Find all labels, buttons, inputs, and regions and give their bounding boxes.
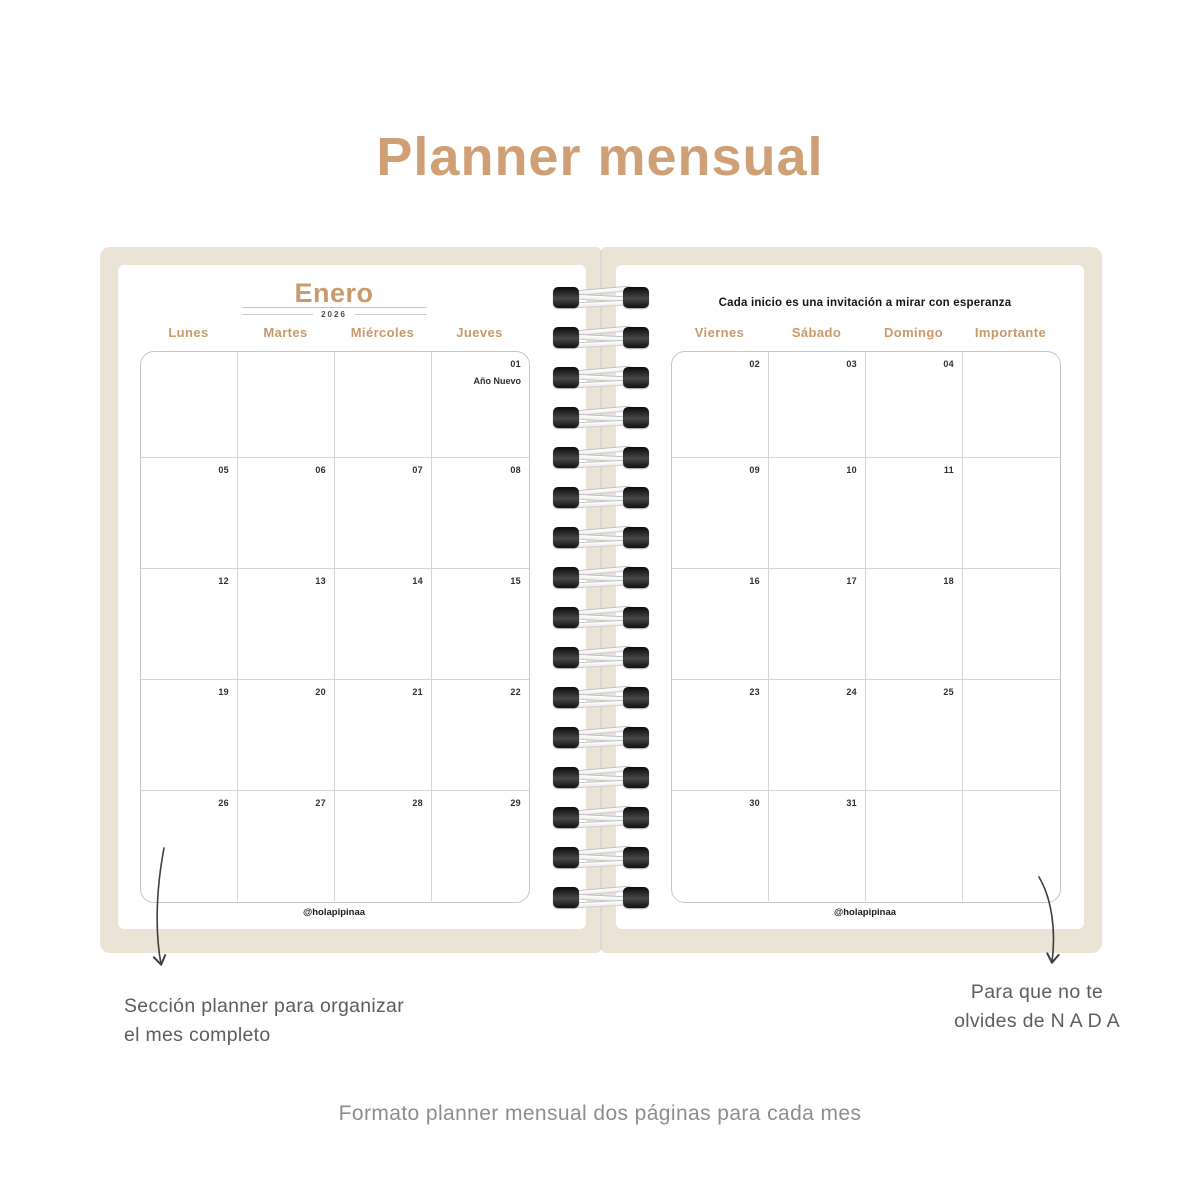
year-rule-left [242,314,314,315]
coil-end-left [553,687,579,708]
right-page-inner [616,265,1084,929]
date-number [971,798,1052,808]
annotation-right [912,978,1162,1037]
date-number: 16 [749,576,760,586]
calendar-cell [335,791,432,901]
calendar-cell [432,352,529,458]
date-number: 18 [943,576,954,586]
coil-end-right [623,407,649,428]
coil-end-left [553,607,579,628]
calendar-cell [432,569,529,680]
calendar-cell [141,352,238,458]
holiday-note: Año Nuevo [473,376,521,386]
date-number: 20 [315,687,326,697]
day-header: Viernes [694,325,745,340]
coil-end-left [553,367,579,388]
coil-end-left [553,567,579,588]
date-number [971,576,1052,586]
spiral-coil [553,767,649,789]
left-page [100,247,600,953]
annotation-left-line1: Sección planner para organizar [124,995,405,1017]
date-number: 21 [412,687,423,697]
calendar-cell [238,352,335,458]
coil-end-right [623,287,649,308]
annotation-right-line1: Para que no te [970,981,1104,1003]
calendar-cell [238,680,335,791]
calendar-cell [866,352,963,458]
spiral-coil [553,487,649,509]
coil-end-right [623,807,649,828]
coil-end-left [553,447,579,468]
spiral-coil [553,447,649,469]
day-header: Domingo [883,325,944,340]
date-number: 11 [943,465,954,475]
coil-end-left [553,287,579,308]
date-number: 24 [846,687,857,697]
date-number [874,798,954,808]
date-number: 06 [315,465,326,475]
date-number: 07 [412,465,423,475]
coil-end-right [623,487,649,508]
spiral-coil [553,607,649,629]
date-number: 27 [315,798,326,808]
coil-end-right [623,607,649,628]
date-number [246,359,326,369]
left-day-headers [140,325,528,347]
calendar-cell [672,352,769,458]
quote-text: Cada inicio es una invitación a mirar con esperanza [718,297,1012,309]
spiral-coil [553,407,649,429]
date-number [343,359,423,369]
calendar-cell [672,458,769,569]
date-number: 13 [315,576,326,586]
date-number [149,359,229,369]
calendar-cell [672,569,769,680]
annotation-right-line2: olvides de N A D A [954,1010,1120,1033]
calendar-cell [432,458,529,569]
spiral-coil [553,567,649,589]
date-number: 05 [218,465,229,475]
year-rule-right [355,314,427,315]
calendar-cell [769,791,866,901]
date-number: 23 [749,687,760,697]
day-header: Importante [974,325,1047,340]
date-number [971,465,1052,475]
coil-end-right [623,727,649,748]
coil-end-left [553,527,579,548]
month-header [140,279,528,319]
coil-end-left [553,887,579,908]
calendar-cell [432,680,529,791]
spiral-coil [553,527,649,549]
day-header: Miércoles [350,325,415,340]
spiral-coil [553,367,649,389]
calendar-cell [432,791,529,901]
date-number: 25 [943,687,954,697]
year-label: 2026 [321,309,347,319]
coil-end-left [553,807,579,828]
spiral-coil [553,287,649,309]
calendar-cell [769,458,866,569]
day-header: Martes [263,325,308,340]
date-number: 22 [510,687,521,697]
calendar-cell [866,680,963,791]
calendar-cell [335,680,432,791]
page-title: Planner mensual [376,127,824,187]
date-number: 14 [412,576,423,586]
coil-end-left [553,767,579,788]
calendar-cell [963,791,1060,901]
date-number: 10 [846,465,857,475]
calendar-cell [335,569,432,680]
date-number: 29 [510,798,521,808]
instagram-handle: @holapipinaa [302,907,366,918]
month-title: Enero [294,278,374,308]
annotation-left-line2: el mes completo [124,1024,271,1047]
spiral-coil [553,327,649,349]
calendar-cell [141,791,238,901]
calendar-cell [238,458,335,569]
right-day-headers [671,325,1059,347]
right-page [602,247,1102,953]
year-row [242,310,427,319]
calendar-cell [963,458,1060,569]
date-number [971,687,1052,697]
spiral-coil [553,807,649,829]
instagram-handle: @holapipinaa [833,907,897,918]
date-number: 02 [749,359,760,369]
date-number: 08 [510,465,521,475]
calendar-cell [963,352,1060,458]
spiral-coil [553,727,649,749]
date-number: 03 [846,359,857,369]
spiral-coil [553,847,649,869]
calendar-cell [141,680,238,791]
calendar-cell [238,791,335,901]
calendar-cell [335,352,432,458]
coil-end-right [623,647,649,668]
date-number: 26 [218,798,229,808]
coil-end-right [623,847,649,868]
day-header: Lunes [168,325,209,340]
coil-end-right [623,887,649,908]
date-number: 12 [218,576,229,586]
calendar-cell [866,569,963,680]
coil-end-left [553,487,579,508]
coil-end-right [623,367,649,388]
coil-end-left [553,847,579,868]
spiral-coil [553,647,649,669]
coil-end-right [623,327,649,348]
coil-end-right [623,447,649,468]
coil-end-left [553,327,579,348]
left-page-inner [118,265,586,929]
annotation-left [124,992,404,1051]
coil-end-left [553,647,579,668]
calendar-grid-left [140,351,530,903]
calendar-cell [672,680,769,791]
calendar-grid-right [671,351,1061,903]
spiral-binding [553,247,649,954]
calendar-cell [769,569,866,680]
bottom-caption: Formato planner mensual dos páginas para cada mes [338,1102,862,1125]
date-number: 04 [943,359,954,369]
date-number [971,359,1052,369]
calendar-cell [238,569,335,680]
date-number: 31 [846,798,857,808]
coil-end-left [553,407,579,428]
calendar-cell [963,569,1060,680]
date-number: 28 [412,798,423,808]
calendar-cell [769,680,866,791]
coil-end-right [623,687,649,708]
spiral-coil [553,687,649,709]
date-number: 30 [749,798,760,808]
date-number: 19 [218,687,229,697]
coil-end-right [623,767,649,788]
coil-end-left [553,727,579,748]
day-header: Sábado [791,325,842,340]
calendar-cell [141,569,238,680]
calendar-cell [672,791,769,901]
calendar-cell [866,791,963,901]
coil-end-right [623,527,649,548]
coil-end-right [623,567,649,588]
calendar-cell [866,458,963,569]
date-number: 01 [510,359,521,369]
day-header: Jueves [456,325,503,340]
date-number: 09 [749,465,760,475]
date-number: 17 [846,576,857,586]
calendar-cell [141,458,238,569]
spiral-coil [553,887,649,909]
calendar-cell [769,352,866,458]
calendar-cell [963,680,1060,791]
date-number: 15 [510,576,521,586]
calendar-cell [335,458,432,569]
